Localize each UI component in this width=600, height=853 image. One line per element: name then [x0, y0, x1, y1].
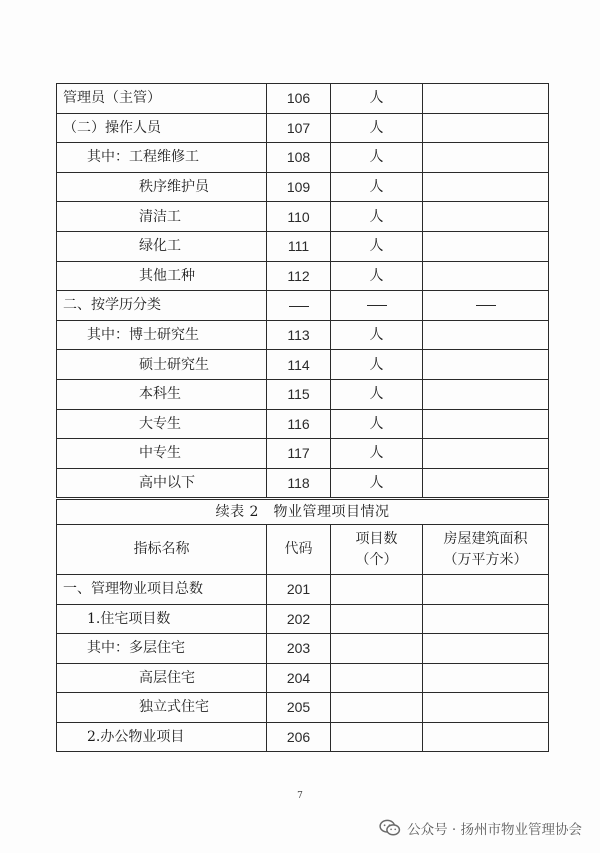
indicator-name-cell: 其中：多层住宅 [57, 634, 267, 664]
indicator-name-cell: 1.住宅项目数 [57, 604, 267, 634]
table-row [57, 320, 549, 350]
note-cell [423, 409, 549, 439]
note-cell [423, 379, 549, 409]
building-area-cell [423, 663, 549, 693]
indicator-name-cell: （二）操作人员 [57, 113, 267, 143]
header-building-area [423, 525, 549, 575]
indicator-name-cell: 硕士研究生 [57, 350, 267, 380]
code-cell: 203 [267, 634, 331, 664]
code-cell: 117 [267, 439, 331, 469]
table-row [57, 575, 549, 605]
project-count-cell [331, 663, 423, 693]
note-cell [423, 261, 549, 291]
code-cell: 108 [267, 143, 331, 173]
unit-cell: 人 [331, 409, 423, 439]
table-row [57, 439, 549, 469]
unit-cell: 人 [331, 320, 423, 350]
staff-statistics-table [56, 83, 549, 498]
code-cell: 201 [267, 575, 331, 605]
code-cell: 106 [267, 84, 331, 114]
indicator-name-cell: 绿化工 [57, 231, 267, 261]
code-cell: 206 [267, 722, 331, 752]
project-count-cell [331, 575, 423, 605]
unit-cell: 人 [331, 468, 423, 498]
building-area-cell [423, 604, 549, 634]
note-cell [423, 320, 549, 350]
code-cell: 112 [267, 261, 331, 291]
indicator-name-cell: 中专生 [57, 439, 267, 469]
building-area-cell [423, 693, 549, 723]
property-projects-table [56, 499, 549, 752]
project-count-cell [331, 693, 423, 723]
table-row [57, 693, 549, 723]
table-row [57, 202, 549, 232]
project-count-cell [331, 634, 423, 664]
table-row [57, 350, 549, 380]
code-cell: 111 [267, 231, 331, 261]
code-cell: 109 [267, 172, 331, 202]
code-cell: 118 [267, 468, 331, 498]
table-caption-row [57, 500, 549, 525]
table-caption: 续表 2 物业管理项目情况 [57, 500, 549, 525]
unit-cell: 人 [331, 439, 423, 469]
note-cell [423, 202, 549, 232]
code-cell [267, 291, 331, 321]
code-cell: 116 [267, 409, 331, 439]
table-row [57, 663, 549, 693]
table-row [57, 379, 549, 409]
unit-cell: 人 [331, 113, 423, 143]
note-cell [423, 350, 549, 380]
wechat-icon [379, 819, 401, 837]
unit-cell: 人 [331, 350, 423, 380]
indicator-name-cell: 二、按学历分类 [57, 291, 267, 321]
indicator-name-cell: 一、管理物业项目总数 [57, 575, 267, 605]
watermark-text: 公众号 · 扬州市物业管理协会 [407, 822, 582, 838]
table-row [57, 604, 549, 634]
note-cell [423, 439, 549, 469]
table-header-row [57, 525, 549, 575]
code-cell: 107 [267, 113, 331, 143]
table-row [57, 409, 549, 439]
table-row [57, 261, 549, 291]
code-cell: 113 [267, 320, 331, 350]
indicator-name-cell: 管理员（主管） [57, 84, 267, 114]
code-cell: 114 [267, 350, 331, 380]
table-row [57, 231, 549, 261]
watermark [379, 818, 582, 838]
table-row [57, 84, 549, 114]
indicator-name-cell: 大专生 [57, 409, 267, 439]
note-cell [423, 84, 549, 114]
project-count-cell [331, 604, 423, 634]
unit-cell: 人 [331, 143, 423, 173]
project-count-cell [331, 722, 423, 752]
indicator-name-cell: 清洁工 [57, 202, 267, 232]
unit-cell: 人 [331, 202, 423, 232]
table-row [57, 143, 549, 173]
header-code: 代码 [267, 525, 331, 575]
indicator-name-cell: 其中：工程维修工 [57, 143, 267, 173]
note-cell [423, 143, 549, 173]
header-project-count-label: 项目数（个） [355, 530, 398, 568]
building-area-cell [423, 575, 549, 605]
note-cell [423, 231, 549, 261]
header-project-count [331, 525, 423, 575]
table-row [57, 113, 549, 143]
code-cell: 115 [267, 379, 331, 409]
header-building-area-label: 房屋建筑面积（万平方米） [443, 530, 528, 568]
indicator-name-cell: 其中：博士研究生 [57, 320, 267, 350]
indicator-name-cell: 2.办公物业项目 [57, 722, 267, 752]
table-row [57, 634, 549, 664]
indicator-name-cell: 其他工种 [57, 261, 267, 291]
building-area-cell [423, 634, 549, 664]
dash-mark [367, 305, 387, 306]
code-cell: 110 [267, 202, 331, 232]
code-cell: 202 [267, 604, 331, 634]
table-row [57, 468, 549, 498]
dash-mark [476, 305, 496, 306]
unit-cell: 人 [331, 261, 423, 291]
table-row [57, 722, 549, 752]
page-number: 7 [297, 791, 303, 801]
header-indicator-name: 指标名称 [57, 525, 267, 575]
unit-cell: 人 [331, 231, 423, 261]
table-row [57, 291, 549, 321]
code-cell: 205 [267, 693, 331, 723]
dash-mark [289, 306, 309, 307]
building-area-cell [423, 722, 549, 752]
indicator-name-cell: 高中以下 [57, 468, 267, 498]
table-row [57, 172, 549, 202]
indicator-name-cell: 高层住宅 [57, 663, 267, 693]
indicator-name-cell: 秩序维护员 [57, 172, 267, 202]
note-cell [423, 113, 549, 143]
unit-cell: 人 [331, 379, 423, 409]
indicator-name-cell: 独立式住宅 [57, 693, 267, 723]
note-cell [423, 291, 549, 321]
unit-cell: 人 [331, 84, 423, 114]
indicator-name-cell: 本科生 [57, 379, 267, 409]
note-cell [423, 468, 549, 498]
code-cell: 204 [267, 663, 331, 693]
unit-cell: 人 [331, 172, 423, 202]
unit-cell [331, 291, 423, 321]
note-cell [423, 172, 549, 202]
